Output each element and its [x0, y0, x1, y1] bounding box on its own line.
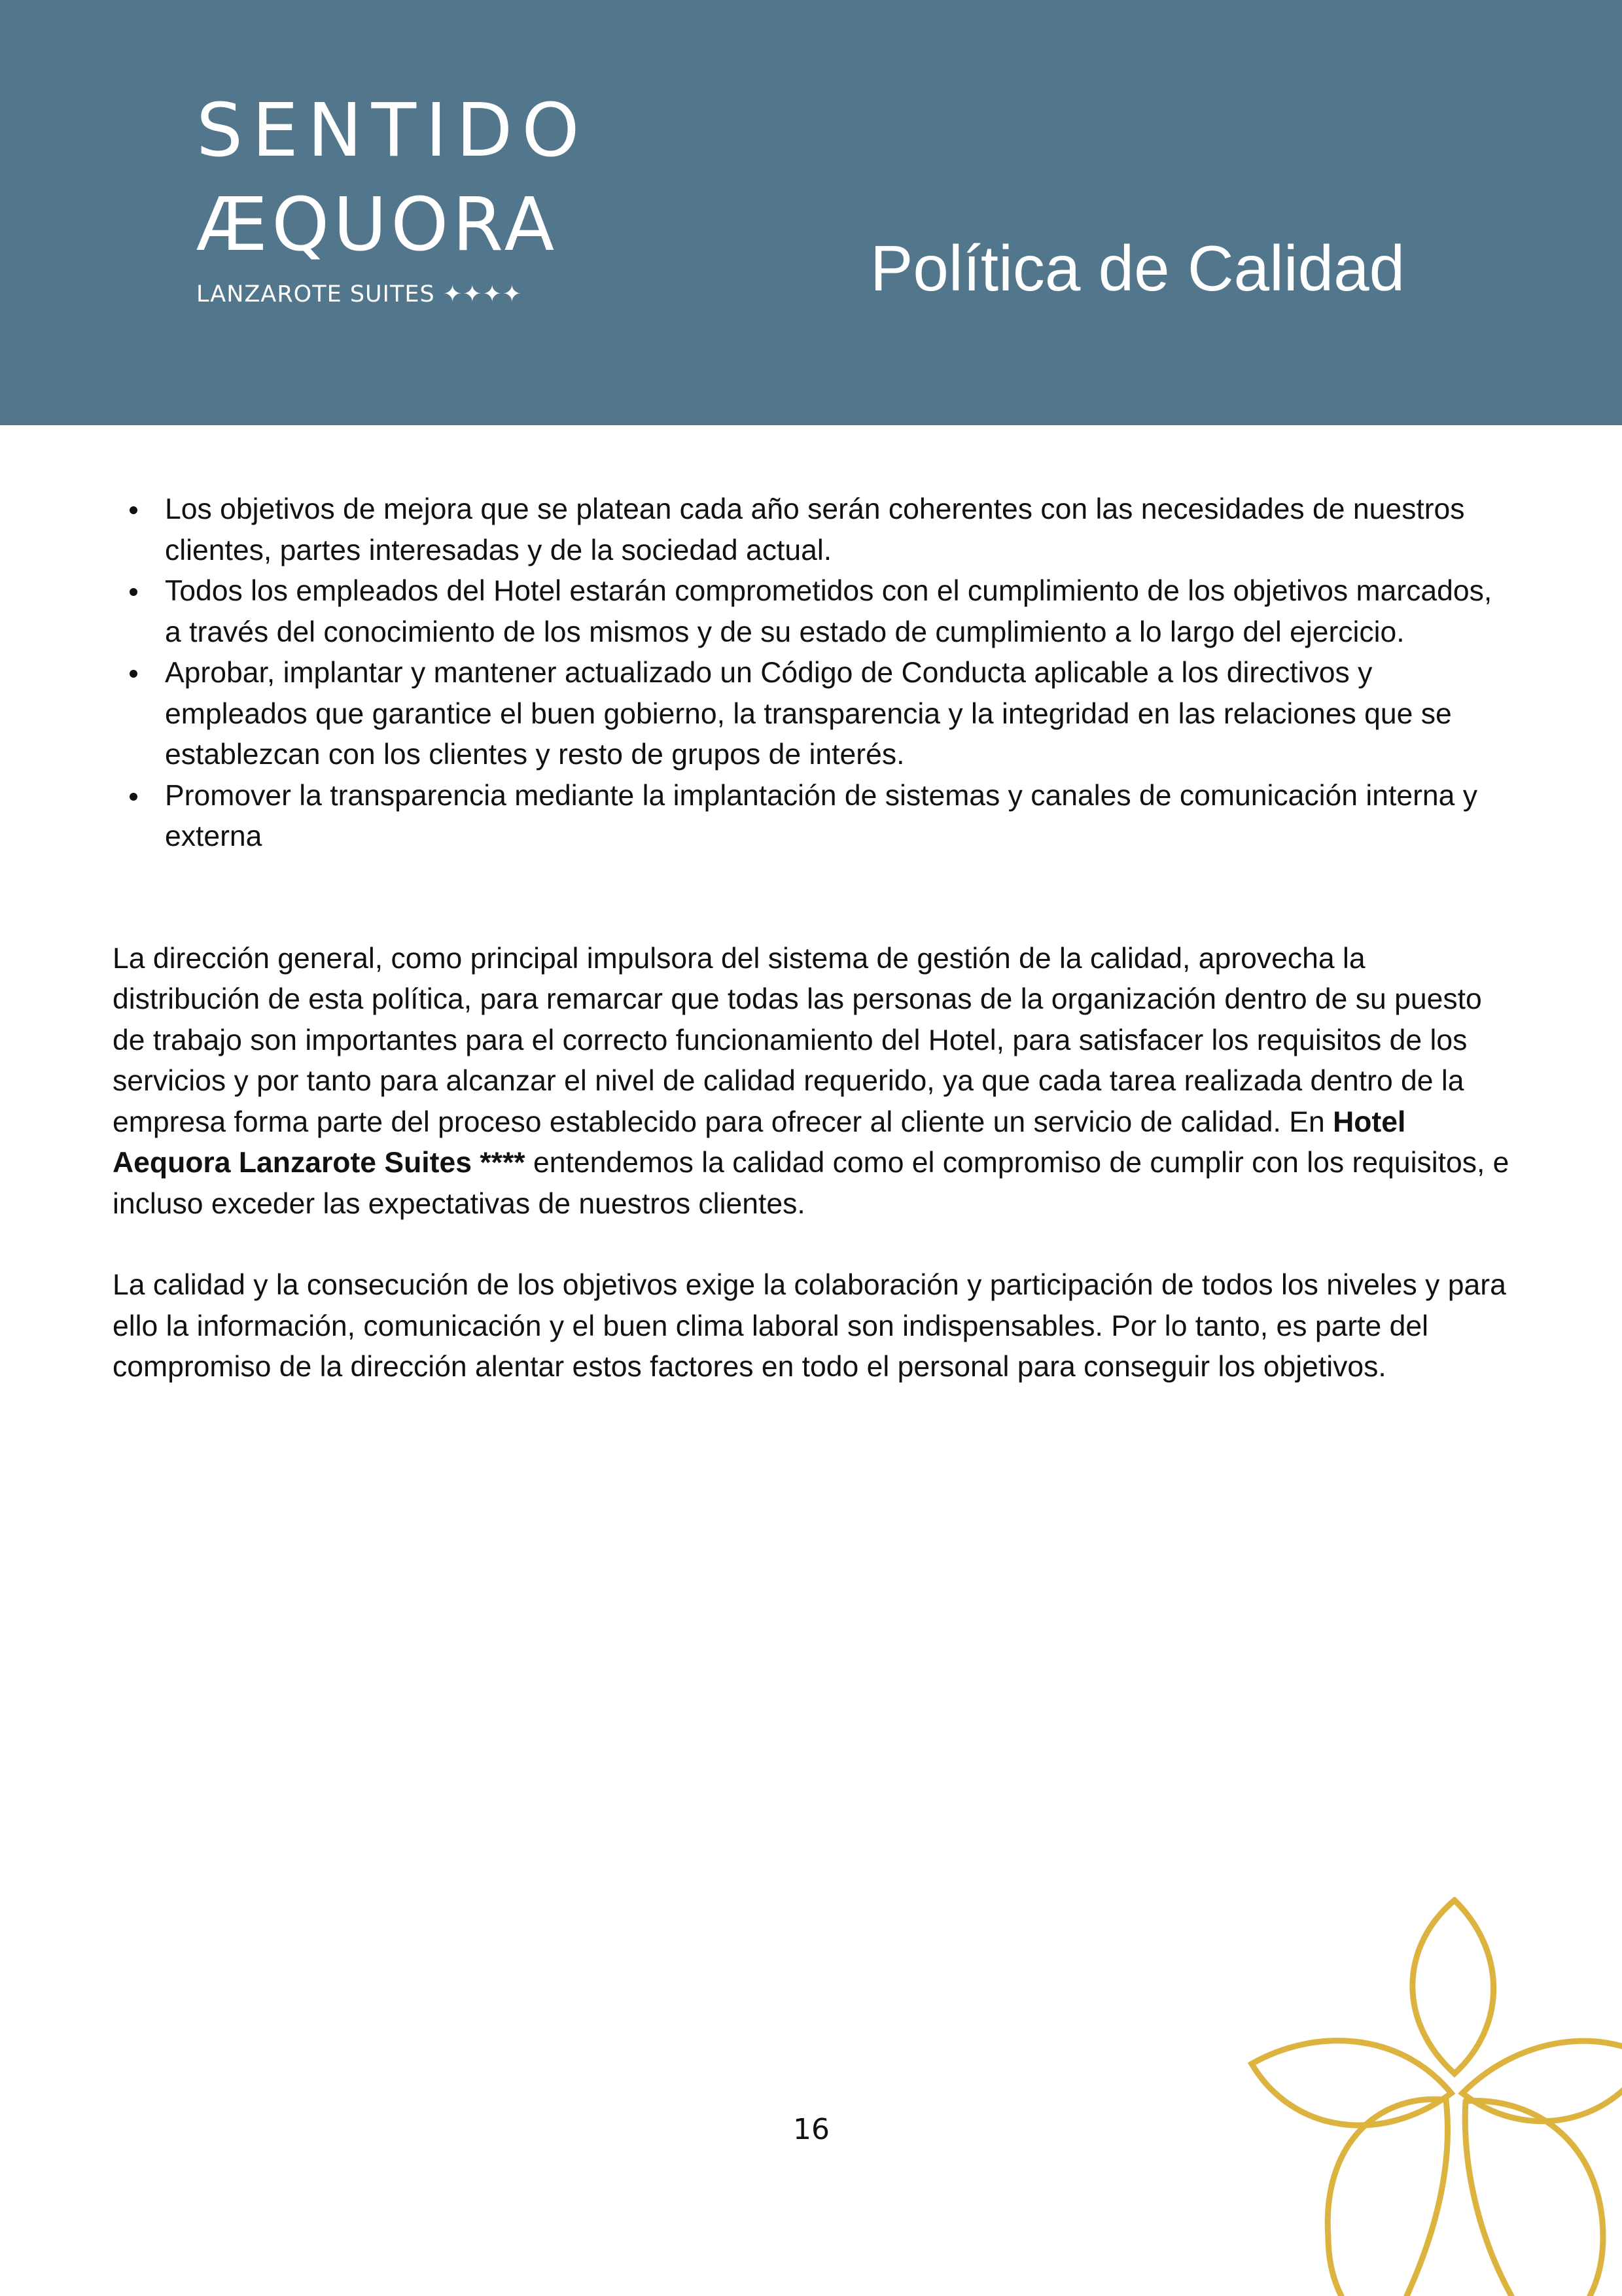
flower-petal-right	[1462, 2041, 1622, 2121]
list-item: Aprobar, implantar y mantener actualizado un Código de Conducta aplicable a los directivos y empleados que garantice el buen gobierno, la transparencia y la integridad en las relaciones que se establezcan con los clientes y resto de grupos de interés.	[165, 653, 1513, 776]
bullet-icon	[130, 588, 137, 596]
logo-aequora: ÆQUORA	[196, 183, 559, 268]
hotel-logo	[196, 88, 589, 307]
list-item: Todos los empleados del Hotel estarán comprometidos con el cumplimiento de los objetivos marcados, a través del conocimiento de los mismos y de su estado de cumplimiento a lo largo del ejercicio.	[165, 571, 1513, 653]
flower-icon	[1230, 1897, 1622, 2296]
bullet-icon	[130, 793, 137, 801]
flower-petal-left	[1252, 2041, 1451, 2125]
objectives-list	[113, 489, 1513, 858]
flower-petal-bottom-right	[1466, 2101, 1603, 2296]
list-item: Los objetivos de mejora que se platean cada año serán coherentes con las necesidades de nuestros clientes, partes interesadas y de la sociedad actual.	[165, 489, 1513, 571]
header-banner	[0, 0, 1622, 425]
paragraph-management-commitment: La dirección general, como principal impulsora del sistema de gestión de la calidad, aprovecha la distribución de esta política, para remarcar que todas las personas de la organización dentro de su puesto de trabajo son importantes para el correcto funcionamiento del Hotel, para satisfacer los requisitos de los servicios y por tanto para alcanzar el nivel de calidad requerido, ya que cada tarea realizada dentro de la empresa forma parte del proceso establecido para ofrecer al cliente un servicio de calidad. En Hotel Aequora Lanzarote Suites **** entendemos la calidad como el compromiso de cumplir con los requisitos, e incluso exceder las expectativas de nuestros clientes.	[113, 942, 1509, 1220]
hotel-name: Hotel Aequora Lanzarote Suites ****	[113, 1105, 1406, 1179]
list-item: Promover la transparencia mediante la implantación de sistemas y canales de comunicación interna y externa	[165, 776, 1513, 858]
logo-lanzarote-suites: LANZAROTE SUITES ✦✦✦✦	[196, 281, 523, 307]
logo-sentido: SENTIDO	[196, 88, 589, 173]
document-body	[113, 489, 1513, 1388]
page-number: 16	[793, 2113, 830, 2146]
page-title: Política de Calidad	[870, 232, 1405, 304]
flower-petal-bottom-left	[1328, 2099, 1446, 2296]
paragraph-quality-objectives: La calidad y la consecución de los objetivos exige la colaboración y participación de todos los niveles y para ello la información, comunicación y el buen clima laboral son indispensables. Por lo tanto, es parte del compromiso de la dirección alentar estos factores en todo el personal para conseguir los objetivos.	[113, 1269, 1506, 1383]
flower-petal-top	[1413, 1900, 1494, 2074]
bullet-icon	[130, 670, 137, 678]
bullet-icon	[130, 506, 137, 514]
